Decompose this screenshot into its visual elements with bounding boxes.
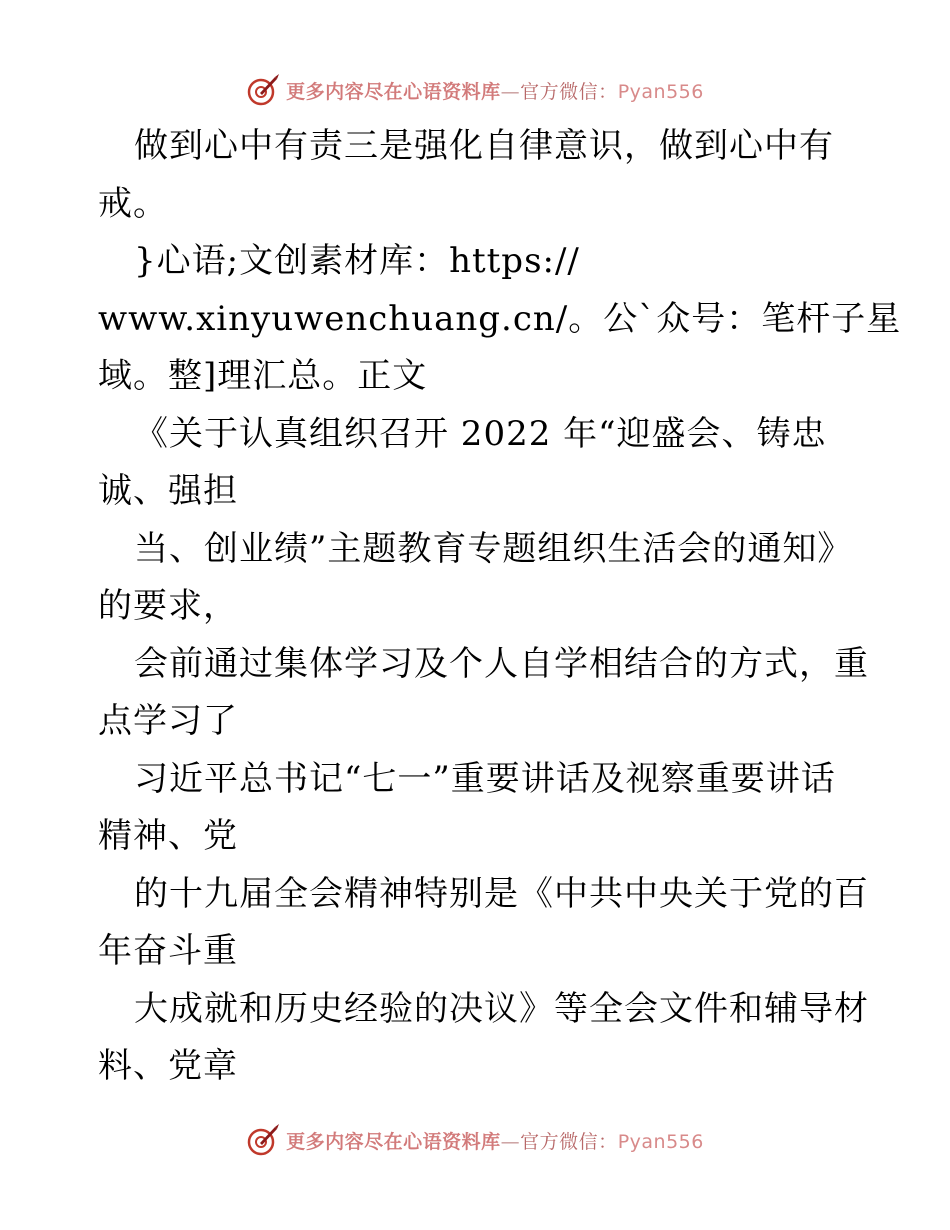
banner-text bbox=[286, 1127, 704, 1154]
body-text-line: 料、党章 bbox=[98, 1046, 238, 1086]
banner-wechat-id: Pyan556 bbox=[617, 1130, 704, 1153]
body-text-line: }心语;文创素材库：https:// bbox=[134, 241, 580, 281]
banner-separator: — bbox=[500, 1130, 521, 1153]
body-text-line: www.xinyuwenchuang.cn/。公`众号：笔杆子星 bbox=[98, 298, 902, 339]
banner-wechat-label: 官方微信： bbox=[520, 80, 618, 103]
body-text-line: 会前通过集体学习及个人自学相结合的方式，重 bbox=[134, 643, 869, 684]
body-text-line: 当、创业绩”主题教育专题组织生活会的通知》 bbox=[134, 528, 853, 569]
document-body bbox=[98, 118, 902, 1096]
body-text-line: 的要求， bbox=[98, 586, 238, 626]
banner-wechat-id: Pyan556 bbox=[617, 80, 704, 103]
body-text-line: 《关于认真组织召开 2022 年“迎盛会、铸忠 bbox=[134, 413, 827, 454]
banner-wechat-label: 官方微信： bbox=[520, 1130, 618, 1153]
body-text-line: 年奋斗重 bbox=[98, 931, 238, 971]
banner-text bbox=[286, 77, 704, 104]
body-text-line: 诚、强担 bbox=[98, 471, 238, 511]
banner-separator: — bbox=[500, 80, 521, 103]
footer-banner bbox=[0, 1120, 950, 1160]
body-text-line: 的十九届全会精神特别是《中共中央关于党的百 bbox=[134, 873, 869, 914]
banner-brand: 更多内容尽在心语资料库 bbox=[286, 80, 501, 103]
body-text-line: 域。整]理汇总。正文 bbox=[98, 356, 428, 396]
body-text-line: 精神、党 bbox=[98, 816, 238, 856]
body-text-line: 大成就和历史经验的决议》等全会文件和辅导材 bbox=[134, 988, 869, 1029]
banner-brand: 更多内容尽在心语资料库 bbox=[286, 1130, 501, 1153]
body-text-line: 做到心中有责三是强化自律意识，做到心中有 bbox=[134, 126, 834, 166]
quill-logo-icon bbox=[246, 73, 280, 107]
body-text-line: 习近平总书记“七一”重要讲话及视察重要讲话 bbox=[134, 758, 836, 799]
body-text-line: 点学习了 bbox=[98, 701, 238, 741]
quill-logo-icon bbox=[246, 1123, 280, 1157]
header-banner bbox=[0, 70, 950, 110]
body-text-line: 戒。 bbox=[98, 183, 168, 224]
